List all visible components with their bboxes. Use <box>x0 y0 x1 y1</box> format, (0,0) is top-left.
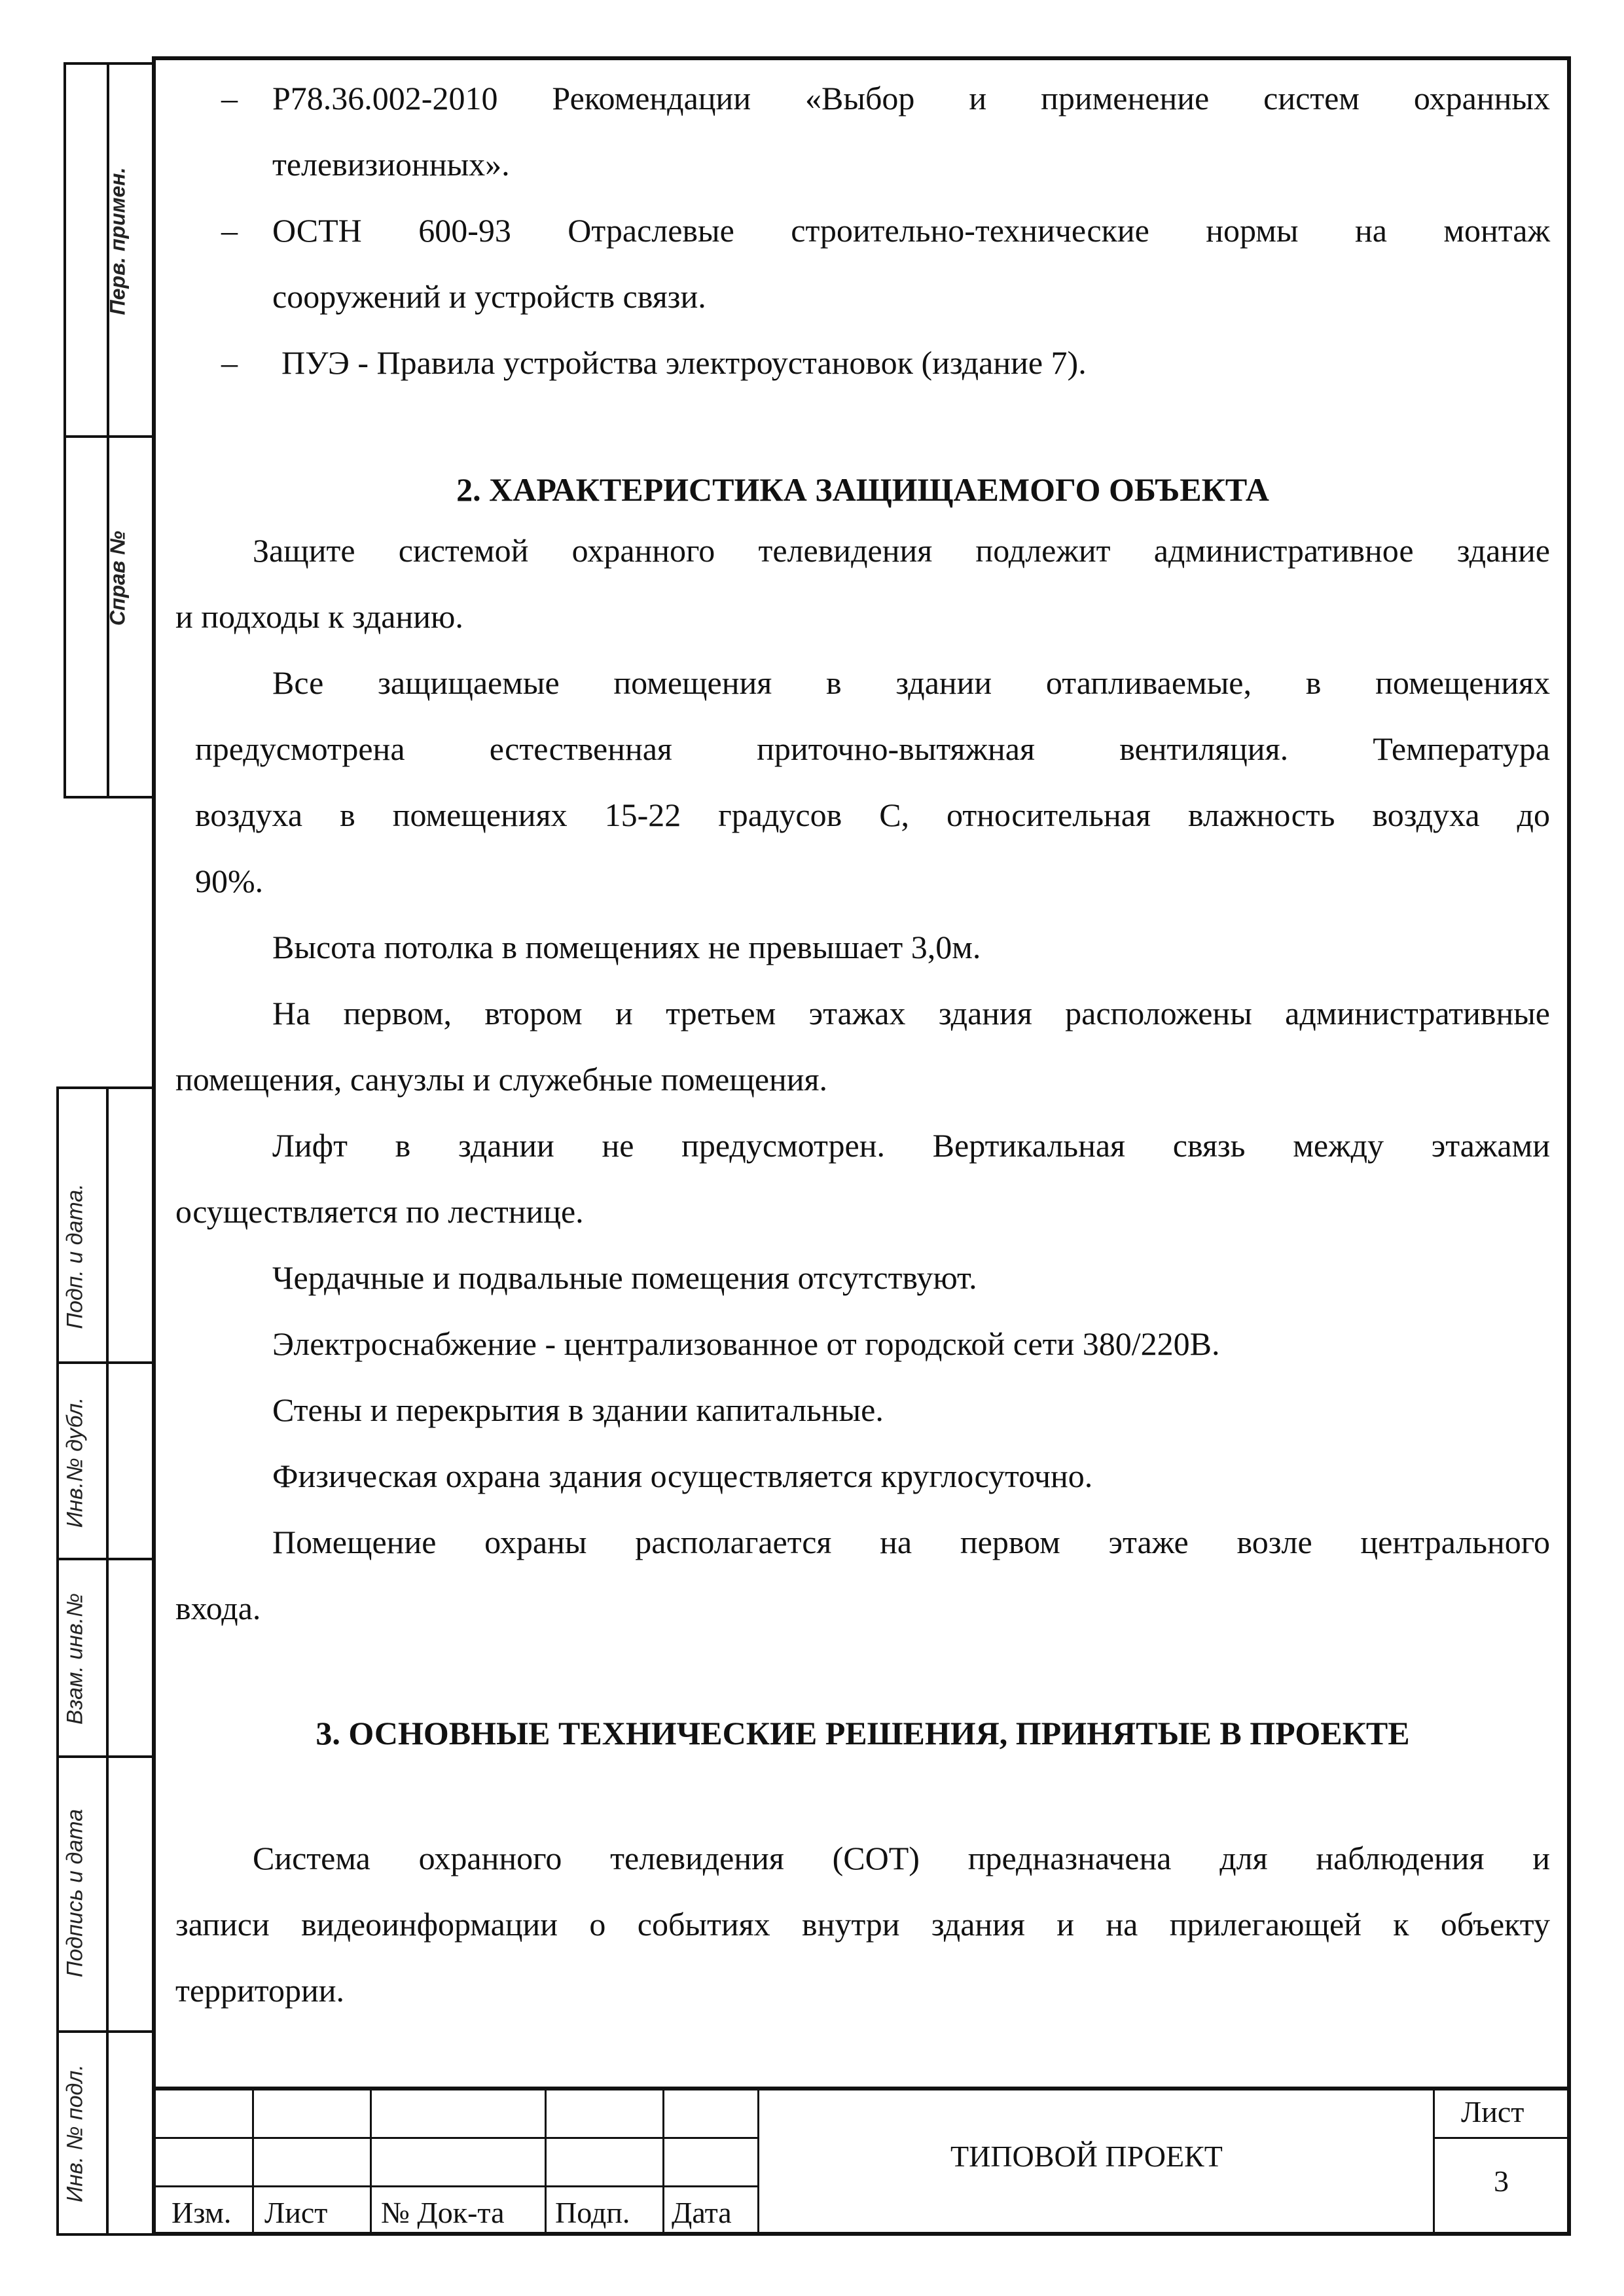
rev-cell <box>372 2139 547 2187</box>
label-izm: Изм. <box>171 2196 232 2229</box>
s2-p1-line1: Защите системой охранного телевидения подлежит административное здание <box>253 532 1550 569</box>
bullet-dash: – <box>221 80 238 117</box>
stamp-sprav-no: Справ № <box>105 531 130 626</box>
s2-p2-line3: воздуха в помещениях 15-22 градусов С, относительная влажность воздуха до <box>195 797 1550 833</box>
label-dok: № Док-та <box>381 2196 505 2229</box>
bullet-1-cont: телевизионных». <box>272 146 510 183</box>
s2-p6: Чердачные и подвальные помещения отсутствуют. <box>272 1259 977 1296</box>
s2-p5-line2: осуществляется по лестнице. <box>175 1193 584 1230</box>
document-body <box>175 65 1550 2024</box>
s3-p1-line2: записи видеоинформации о событиях внутри здания и на прилегающей к объекту <box>175 1906 1550 1943</box>
sheet-number: 3 <box>1494 2164 1509 2198</box>
bullet-2 <box>175 198 1550 264</box>
s2-p3: Высота потолка в помещениях не превышает 3,0м. <box>272 929 981 965</box>
s3-p1-line1: Система охранного телевидения (СОТ) предназначена для наблюдения и <box>253 1840 1550 1876</box>
stamp-perv-primen: Перв. примен. <box>105 167 130 315</box>
s2-p7: Электроснабжение - централизованное от городской сети 380/220В. <box>272 1325 1220 1362</box>
s2-p4-line1: На первом, втором и третьем этажах здания расположены административные <box>272 995 1550 1031</box>
bullet-text: ПУЭ - Правила устройства электроустановок (издание 7). <box>281 344 1087 381</box>
s2-p5-line1: Лифт в здании не предусмотрен. Вертикальная связь между этажами <box>272 1127 1550 1164</box>
stamp-podpis-data: Подпись и дата <box>62 1808 88 1978</box>
rev-cell <box>152 2090 254 2139</box>
bullet-dash: – <box>221 212 238 249</box>
s2-p2-line4: 90%. <box>195 863 264 899</box>
label-podp: Подп. <box>555 2196 630 2229</box>
stamp-inv-podl: Инв. № подл. <box>62 2064 88 2202</box>
project-title: ТИПОВОЙ ПРОЕКТ <box>950 2140 1223 2173</box>
rev-cell <box>547 2139 664 2187</box>
stamp-inv-dubl: Инв.№ дубл. <box>62 1397 88 1528</box>
s2-p1-line2: и подходы к зданию. <box>175 598 463 635</box>
stamp-upper-divider-h <box>63 435 155 438</box>
rev-cell <box>547 2090 664 2139</box>
rev-cell <box>152 2139 254 2187</box>
stamp-lower-divider-v <box>106 1086 109 2236</box>
stamp-lower-divider-1 <box>56 1361 154 1364</box>
label-data: Дата <box>672 2196 732 2229</box>
bullet-text: ОСТН 600-93 Отраслевые строительно-технические нормы на монтаж <box>272 212 1550 249</box>
s2-p10-line1: Помещение охраны располагается на первом этаже возле центрального <box>272 1524 1550 1560</box>
label-list: Лист <box>264 2196 328 2229</box>
bullet-3 <box>175 330 1550 396</box>
s2-p2-line1: Все защищаемые помещения в здании отапливаемые, в помещениях <box>272 664 1550 701</box>
rev-cell <box>664 2139 759 2187</box>
stamp-podp-data: Подп. и дата. <box>62 1183 88 1329</box>
s2-p4-line2: помещения, санузлы и служебные помещения. <box>175 1061 828 1098</box>
bullet-2-cont: сооружений и устройств связи. <box>272 278 706 315</box>
title-block <box>152 2087 1571 2236</box>
rev-cell <box>372 2090 547 2139</box>
s3-p1-line3: территории. <box>175 1972 345 2009</box>
s2-p8: Стены и перекрытия в здании капитальные. <box>272 1391 884 1428</box>
sheet-label: Лист <box>1461 2095 1525 2128</box>
bullet-1 <box>175 65 1550 132</box>
s2-p2-line2: предусмотрена естественная приточно-вытяжная вентиляция. Температура <box>195 730 1550 767</box>
bullet-text: Р78.36.002-2010 Рекомендации «Выбор и применение систем охранных <box>272 80 1550 117</box>
stamp-lower-divider-4 <box>56 2030 154 2033</box>
stamp-vzam-inv: Взам. инв.№ <box>62 1593 88 1725</box>
bullet-dash: – <box>221 344 238 381</box>
s2-p9: Физическая охрана здания осуществляется круглосуточно. <box>272 1458 1093 1494</box>
section-2-heading: 2. ХАРАКТЕРИСТИКА ЗАЩИЩАЕМОГО ОБЪЕКТА <box>456 471 1269 508</box>
rev-cell <box>254 2139 372 2187</box>
rev-cell <box>254 2090 372 2139</box>
rev-cell <box>664 2090 759 2139</box>
section-3-heading: 3. ОСНОВНЫЕ ТЕХНИЧЕСКИЕ РЕШЕНИЯ, ПРИНЯТЫЕ В ПРОЕКТЕ <box>316 1715 1410 1751</box>
s2-p10-line2: входа. <box>175 1590 261 1626</box>
